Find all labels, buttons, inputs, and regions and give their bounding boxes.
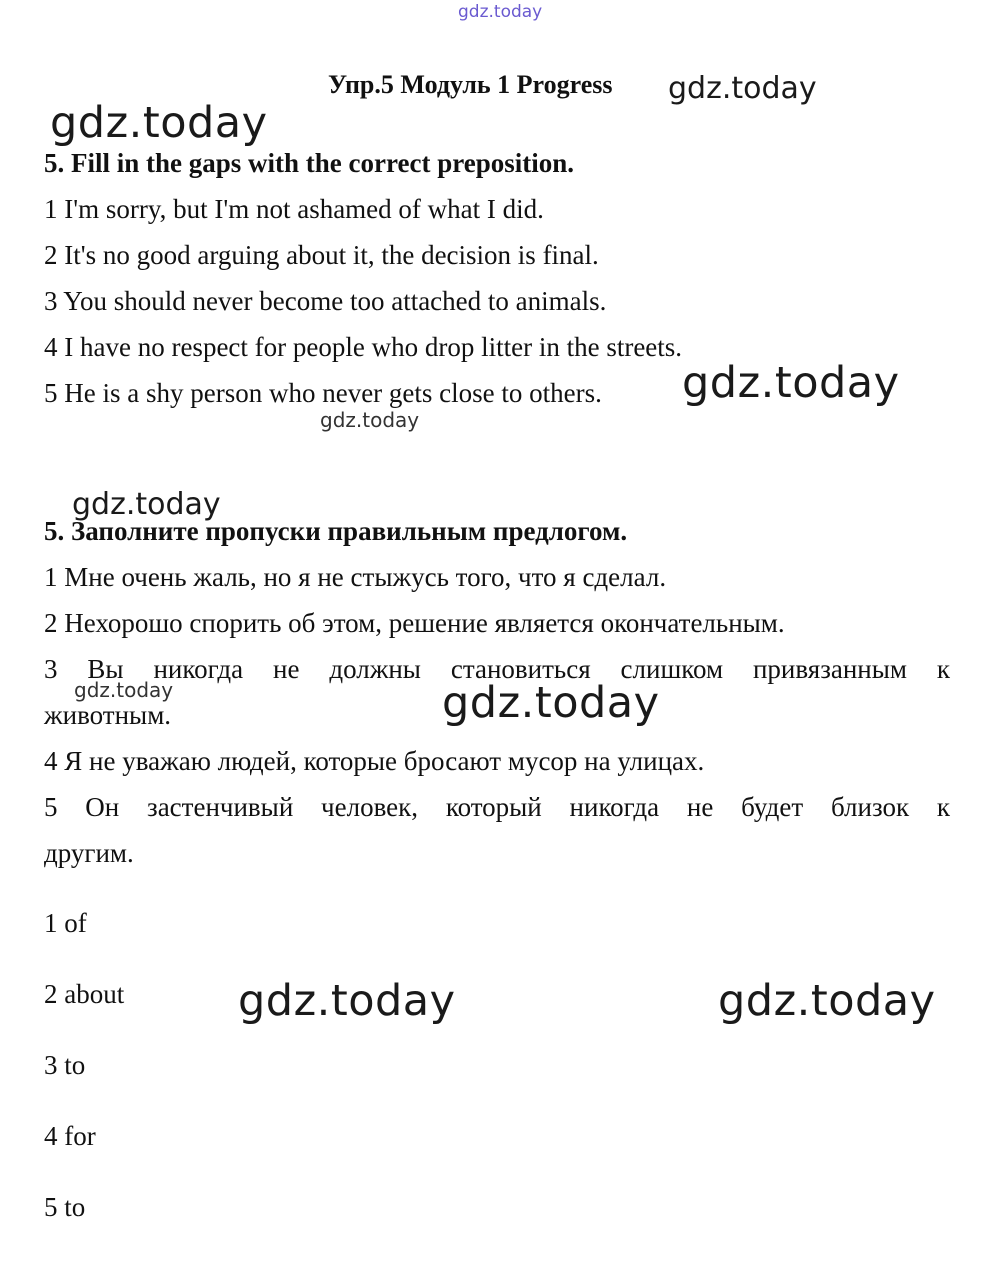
english-line-2: 2 It's no good arguing about it, the decision is final. — [44, 240, 599, 270]
english-line-3: 3 You should never become too attached to animals. — [44, 286, 607, 316]
answer-3: 3 to — [44, 1050, 86, 1080]
russian-line-3a: 3 Вы никогда не должны становиться слишком привязанным к — [44, 654, 950, 684]
watermark-small-3: gdz.today — [74, 678, 174, 702]
answer-5: 5 to — [44, 1192, 86, 1222]
answer-4: 4 for — [44, 1121, 96, 1151]
watermark-bottom-right: gdz.today — [718, 976, 936, 1026]
watermark-bottom-left: gdz.today — [238, 976, 456, 1026]
watermark-left-top: gdz.today — [50, 98, 268, 148]
english-line-1: 1 I'm sorry, but I'm not ashamed of what I did. — [44, 194, 544, 224]
russian-line-2: 2 Нехорошо спорить об этом, решение является окончательным. — [44, 608, 785, 638]
russian-heading: 5. Заполните пропуски правильным предлогом. — [44, 516, 628, 546]
watermark-top: gdz.today — [458, 2, 543, 22]
watermark-small-1: gdz.today — [320, 408, 420, 432]
answer-2: 2 about — [44, 979, 125, 1009]
page-title: Упр.5 Модуль 1 Progress — [328, 70, 613, 99]
watermark-right-mid: gdz.today — [682, 358, 900, 408]
english-heading: 5. Fill in the gaps with the correct preposition. — [44, 148, 574, 178]
russian-line-4: 4 Я не уважаю людей, которые бросают мусор на улицах. — [44, 746, 705, 776]
russian-line-5b: другим. — [44, 838, 134, 868]
english-line-4: 4 I have no respect for people who drop litter in the streets. — [44, 332, 683, 362]
answer-1: 1 of — [44, 908, 87, 938]
watermark-title: gdz.today — [668, 71, 817, 106]
russian-line-3b: животным. — [44, 700, 172, 730]
watermark-small-2: gdz.today — [72, 487, 221, 522]
russian-line-1: 1 Мне очень жаль, но я не стыжусь того, что я сделал. — [44, 562, 667, 592]
watermark-center: gdz.today — [442, 678, 660, 728]
russian-line-5a: 5 Он застенчивый человек, который никогда не будет близок к — [44, 792, 950, 822]
english-line-5: 5 He is a shy person who never gets close to others. — [44, 378, 602, 408]
